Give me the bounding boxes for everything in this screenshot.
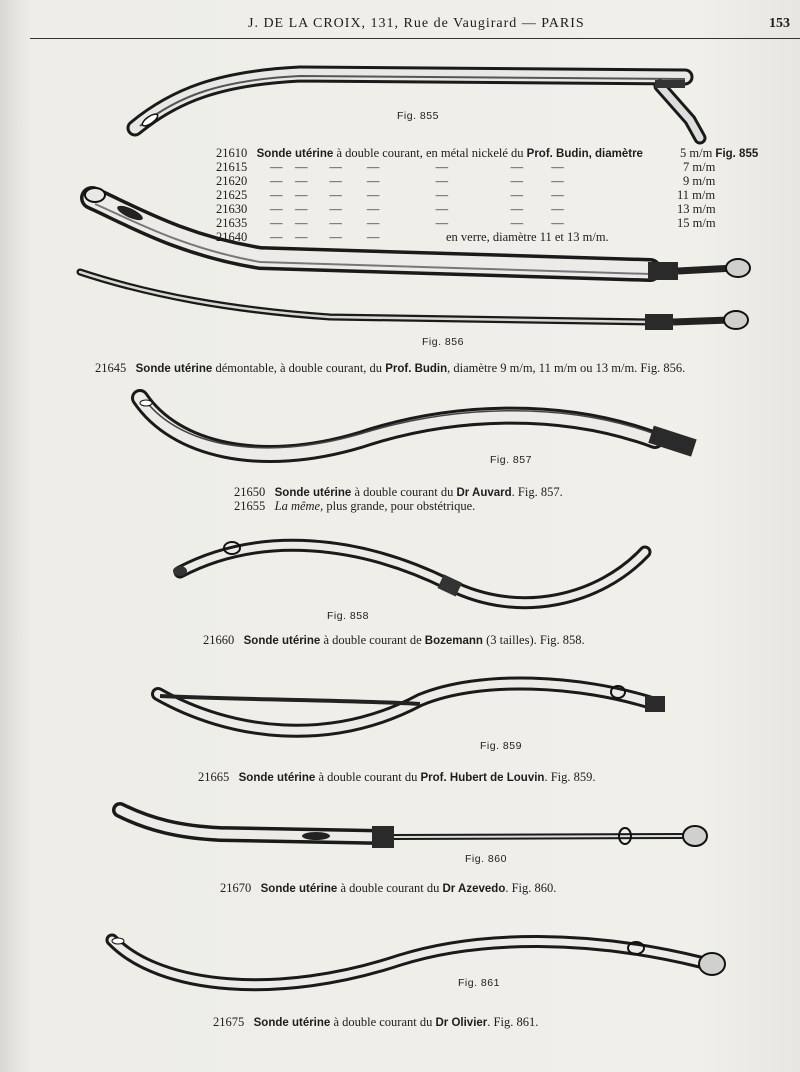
row-21670 [220,881,556,896]
row-21665 [198,770,596,785]
size-21615: 7 m/m [683,160,716,174]
item-author: Prof. Budin, diamètre [526,148,643,160]
item-author: Prof. Budin [385,363,448,375]
row-21635-code: 21635 [216,216,248,230]
row-21635-dashes: — — — — — — — [270,216,564,230]
row-21650 [234,485,563,500]
item-author: Dr Auvard [456,487,512,499]
item-author: Dr Olivier [435,1017,488,1029]
item-name: Sonde utérine [243,635,321,647]
item-code: 21660 [203,633,235,647]
item-desc: à double courant du [351,485,457,499]
page-number: 153 [769,16,790,31]
row-21630-code: 21630 [216,202,248,216]
row-21620-code: 21620 [216,174,248,188]
item-code: 21675 [213,1015,245,1029]
row-21645 [95,361,685,376]
item-name: Sonde utérine [260,883,338,895]
item-code: 21650 [234,485,266,499]
item-rest: . Fig. 857. [511,485,563,499]
item-code: 21645 [95,361,127,375]
size-21625: 11 m/m [677,188,716,202]
size-21620: 9 m/m [683,174,716,188]
item-desc: à double courant du [330,1015,436,1029]
item-size: 5 m/m [680,146,713,160]
figure-857-catheter [140,398,697,457]
item-rest: (3 tailles). Fig. 858. [482,633,585,647]
fig-859-caption: Fig. 859 [480,740,522,752]
item-rest: . Fig. 860. [505,881,557,895]
figure-860-catheter [120,810,707,848]
item-author: Prof. Hubert de Louvin [420,772,545,784]
size-21610 [680,146,758,161]
item-name: Sonde utérine [238,772,316,784]
item-author: Dr Azevedo [442,883,506,895]
row-21675 [213,1015,538,1030]
item-author: Bozemann [424,635,483,647]
row-21615-code: 21615 [216,160,248,174]
row-21640-dashes: — — — — [270,230,380,244]
item-desc: à double courant du [337,881,443,895]
item-name: La même, [274,499,324,513]
item-rest: plus grande, pour obstétrique. [323,499,476,513]
row-21660 [203,633,585,648]
row-21610 [216,146,643,161]
item-rest: . Fig. 861. [487,1015,539,1029]
figure-855-catheter [135,74,700,138]
size-21635: 15 m/m [677,216,716,230]
running-title: J. DE LA CROIX, 131, Rue de Vaugirard — PARIS [248,16,585,31]
figure-859-catheter [158,683,665,730]
row-21615-dashes: — — — — — — — [270,160,564,174]
row-21625-dashes: — — — — — — — [270,188,564,202]
row-21640-desc: en verre, diamètre 11 et 13 m/m. [446,230,609,244]
size-21630: 13 m/m [677,202,716,216]
item-fig: Fig. 855 [715,148,759,160]
item-desc: à double courant du [315,770,421,784]
fig-855-caption: Fig. 855 [397,110,439,122]
fig-861-caption: Fig. 861 [458,977,500,989]
item-name: Sonde utérine [274,487,352,499]
figure-861-catheter [112,938,725,985]
item-code: 21610 [216,146,248,160]
item-name: Sonde utérine [253,1017,331,1029]
item-desc: à double courant, en métal nickelé du [333,146,527,160]
row-21630-dashes: — — — — — — — [270,202,564,216]
item-code: 21670 [220,881,252,895]
fig-860-caption: Fig. 860 [465,853,507,865]
row-21640-code: 21640 [216,230,248,244]
fig-856-caption: Fig. 856 [422,336,464,348]
item-name: Sonde utérine [135,363,213,375]
fig-858-caption: Fig. 858 [327,610,369,622]
row-21620-dashes: — — — — — — — [270,174,564,188]
item-code: 21665 [198,770,230,784]
row-21655 [234,499,475,513]
item-rest: , diamètre 9 m/m, 11 m/m ou 13 m/m. Fig. 856. [447,361,686,375]
item-rest: . Fig. 859. [544,770,596,784]
item-desc: à double courant de [320,633,425,647]
item-code: 21655 [234,499,266,513]
row-21625-code: 21625 [216,188,248,202]
figure-858-catheter [173,542,645,603]
fig-857-caption: Fig. 857 [490,454,532,466]
item-name: Sonde utérine [256,148,334,160]
item-desc: démontable, à double courant, du [212,361,386,375]
